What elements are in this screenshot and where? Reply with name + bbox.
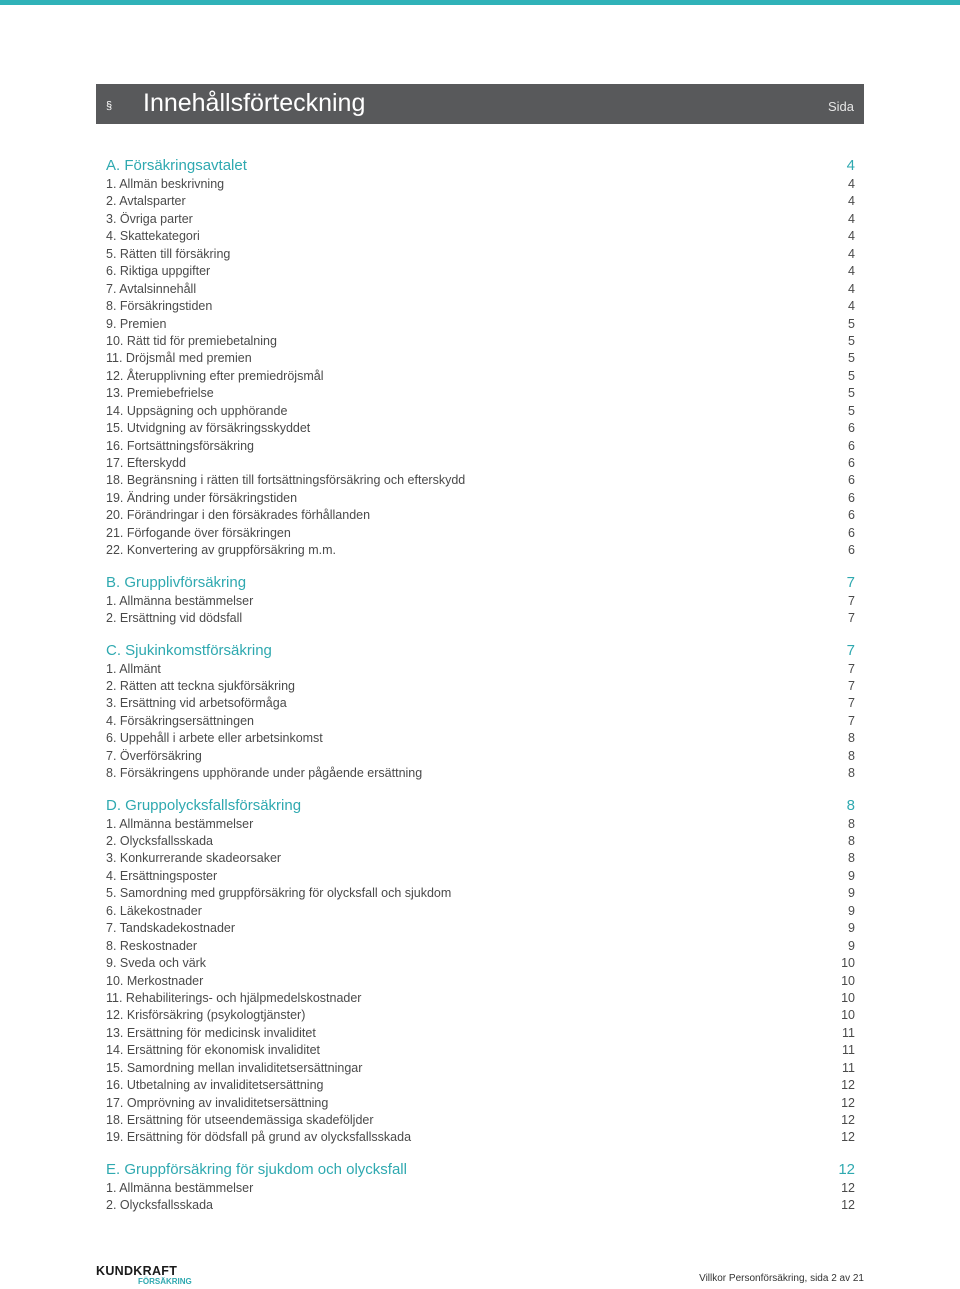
entry-label: 12. Återupplivning efter premiedröjsmål <box>106 368 324 383</box>
entry-page-number: 12 <box>841 1180 855 1195</box>
entry-page-number: 4 <box>848 177 855 191</box>
entry-page-number: 7 <box>848 661 855 676</box>
entry-page-number: 4 <box>848 211 855 226</box>
entry-page-number: 10 <box>841 990 855 1005</box>
section-page-number: 7 <box>846 641 855 659</box>
entry-label: 7. Överförsäkring <box>106 748 202 763</box>
toc-entry[interactable] <box>106 1025 855 1042</box>
toc-entry[interactable] <box>106 438 855 455</box>
toc-entry[interactable] <box>106 246 855 263</box>
entry-page-number: 9 <box>848 886 855 901</box>
entry-label: 6. Riktiga uppgifter <box>106 264 211 279</box>
kundkraft-logo <box>96 1265 192 1287</box>
entry-page-number: 12 <box>841 1130 855 1145</box>
entry-page-number: 4 <box>848 229 855 244</box>
entry-label: 14. Ersättning för ekonomisk invaliditet <box>106 1043 320 1058</box>
entry-label: 1. Allmänt <box>106 661 161 676</box>
section-heading[interactable] <box>106 1160 855 1179</box>
toc-entry[interactable] <box>106 1095 855 1112</box>
toc-entry[interactable] <box>106 1077 855 1094</box>
entry-page-number: 8 <box>848 748 855 763</box>
entry-page-number: 7 <box>848 696 855 711</box>
entry-page-number: 7 <box>848 611 855 626</box>
section-title: D. Gruppolycksfallsförsäkring <box>106 796 302 814</box>
entry-label: 22. Konvertering av gruppförsäkring m.m. <box>106 543 336 558</box>
entry-label: 17. Efterskydd <box>106 456 186 470</box>
entry-page-number: 6 <box>848 438 855 453</box>
page-title: Innehållsförteckning <box>143 89 366 117</box>
toc-entry[interactable] <box>106 316 855 333</box>
entry-page-number: 7 <box>848 713 855 728</box>
entry-page-number: 6 <box>848 508 855 523</box>
entry-label: 2. Rätten att teckna sjukförsäkring <box>106 678 295 693</box>
section-heading[interactable] <box>106 641 855 660</box>
table-of-contents <box>106 156 855 1228</box>
toc-entry[interactable] <box>106 610 855 627</box>
entry-page-number: 8 <box>848 834 855 848</box>
entry-page-number: 6 <box>848 525 855 540</box>
entry-page-number: 4 <box>848 264 855 279</box>
entry-label: 8. Reskostnader <box>106 938 198 953</box>
entry-label: 1. Allmänna bestämmelser <box>106 816 254 831</box>
top-accent-bar <box>0 0 960 5</box>
toc-entry[interactable] <box>106 713 855 730</box>
entry-page-number: 8 <box>848 851 855 866</box>
toc-entry[interactable] <box>106 661 855 678</box>
toc-entry[interactable] <box>106 455 855 472</box>
entry-page-number: 6 <box>848 490 855 505</box>
entry-label: 4. Ersättningsposter <box>106 868 218 883</box>
entry-label: 3. Ersättning vid arbetsoförmåga <box>106 696 287 711</box>
entry-label: 18. Begränsning i rätten till fortsättningsförsäkring och efterskydd <box>106 473 466 488</box>
entry-label: 17. Omprövning av invaliditetsersättning <box>106 1095 329 1110</box>
toc-section <box>106 156 855 560</box>
entry-label: 16. Fortsättningsförsäkring <box>106 438 254 453</box>
section-page-number: 4 <box>846 157 855 174</box>
toc-entry[interactable] <box>106 211 855 228</box>
entry-label: 5. Rätten till försäkring <box>106 246 231 261</box>
entry-page-number: 6 <box>848 473 855 488</box>
entry-page-number: 12 <box>841 1113 855 1127</box>
toc-entry[interactable] <box>106 973 855 990</box>
entry-label: 7. Avtalsinnehåll <box>106 281 197 296</box>
section-page-number: 12 <box>838 1160 855 1178</box>
toc-entry[interactable] <box>106 765 855 782</box>
logo-wordmark: KUNDKRAFT <box>96 1264 178 1278</box>
entry-page-number: 6 <box>848 456 855 470</box>
entry-page-number: 4 <box>848 299 855 314</box>
entry-page-number: 7 <box>848 593 855 608</box>
toc-entry[interactable] <box>106 193 855 210</box>
toc-entry[interactable] <box>106 1180 855 1197</box>
entry-label: 3. Konkurrerande skadeorsaker <box>106 851 282 866</box>
entry-label: 16. Utbetalning av invaliditetsersättning <box>106 1078 324 1093</box>
toc-entry[interactable] <box>106 868 855 885</box>
toc-entry[interactable] <box>106 176 855 193</box>
toc-entry[interactable] <box>106 542 855 559</box>
toc-entry[interactable] <box>106 350 855 367</box>
entry-label: 13. Ersättning för medicinsk invaliditet <box>106 1025 316 1040</box>
entry-page-number: 9 <box>848 868 855 883</box>
entry-page-number: 10 <box>841 973 855 988</box>
entry-label: 10. Rätt tid för premiebetalning <box>106 333 277 348</box>
entry-label: 1. Allmänna bestämmelser <box>106 1180 254 1195</box>
entry-label: 19. Ändring under försäkringstiden <box>106 490 298 505</box>
toc-entry[interactable] <box>106 816 855 833</box>
toc-entry[interactable] <box>106 695 855 712</box>
entry-label: 4. Skattekategori <box>106 229 200 244</box>
toc-entry[interactable] <box>106 472 855 489</box>
section-heading[interactable] <box>106 156 855 175</box>
entry-page-number: 5 <box>848 368 855 383</box>
entry-label: 21. Förfogande över försäkringen <box>106 525 291 540</box>
toc-entry[interactable] <box>106 920 855 937</box>
entry-label: 9. Premien <box>106 316 167 331</box>
toc-entry[interactable] <box>106 281 855 298</box>
page-column-label: Sida <box>827 99 854 114</box>
entry-label: 1. Allmän beskrivning <box>106 177 225 191</box>
entry-label: 20. Förändringar i den försäkrades förhållanden <box>106 508 371 523</box>
entry-page-number: 4 <box>848 281 855 296</box>
toc-entry[interactable] <box>106 228 855 245</box>
entry-page-number: 9 <box>848 921 855 936</box>
entry-label: 12. Krisförsäkring (psykologtjänster) <box>106 1008 306 1023</box>
toc-entry[interactable] <box>106 1042 855 1059</box>
section-title: B. Grupplivförsäkring <box>106 573 247 591</box>
toc-entry[interactable] <box>106 368 855 385</box>
toc-entry[interactable] <box>106 955 855 972</box>
entry-label: 6. Läkekostnader <box>106 903 202 918</box>
toc-entry[interactable] <box>106 507 855 524</box>
entry-page-number: 9 <box>848 938 855 953</box>
section-page-number: 8 <box>846 796 855 814</box>
section-symbol: § <box>106 100 113 112</box>
toc-entry[interactable] <box>106 490 855 507</box>
section-title: E. Gruppförsäkring för sjukdom och olycksfall <box>106 1160 407 1178</box>
toc-entry[interactable] <box>106 990 855 1007</box>
entry-page-number: 8 <box>848 816 855 831</box>
toc-header-bar <box>96 84 864 124</box>
entry-page-number: 7 <box>848 678 855 693</box>
entry-label: 6. Uppehåll i arbete eller arbetsinkomst <box>106 731 323 746</box>
toc-entry[interactable] <box>106 938 855 955</box>
toc-entry[interactable] <box>106 403 855 420</box>
toc-entry[interactable] <box>106 903 855 920</box>
section-title: C. Sjukinkomstförsäkring <box>106 641 272 659</box>
entry-page-number: 6 <box>848 421 855 436</box>
entry-page-number: 9 <box>848 903 855 918</box>
entry-page-number: 5 <box>848 333 855 348</box>
entry-label: 18. Ersättning för utseendemässiga skadeföljder <box>106 1113 374 1127</box>
section-heading[interactable] <box>106 796 855 815</box>
entry-label: 3. Övriga parter <box>106 211 193 226</box>
entry-page-number: 5 <box>848 316 855 331</box>
toc-section <box>106 573 855 628</box>
toc-entry[interactable] <box>106 730 855 747</box>
entry-label: 9. Sveda och värk <box>106 956 207 971</box>
entry-label: 8. Försäkringstiden <box>106 299 213 314</box>
toc-entry[interactable] <box>106 1129 855 1146</box>
entry-label: 4. Försäkringsersättningen <box>106 713 254 728</box>
section-page-number: 7 <box>846 573 855 591</box>
toc-section <box>106 1160 855 1215</box>
toc-entry[interactable] <box>106 748 855 765</box>
toc-entry[interactable] <box>106 678 855 695</box>
entry-page-number: 10 <box>841 956 855 971</box>
entry-label: 10. Merkostnader <box>106 973 204 988</box>
toc-entry[interactable] <box>106 885 855 902</box>
entry-label: 5. Samordning med gruppförsäkring för olycksfall och sjukdom <box>106 886 452 901</box>
entry-label: 7. Tandskadekostnader <box>106 921 236 936</box>
toc-entry[interactable] <box>106 298 855 315</box>
entry-page-number: 11 <box>842 1060 855 1075</box>
entry-page-number: 5 <box>848 351 855 366</box>
toc-entry[interactable] <box>106 833 855 850</box>
page-footer: Villkor Personförsäkring, sida 2 av 21 <box>699 1273 864 1284</box>
entry-page-number: 11 <box>842 1025 855 1040</box>
entry-label: 2. Olycksfallsskada <box>106 1198 213 1213</box>
section-heading[interactable] <box>106 573 855 592</box>
toc-entry[interactable] <box>106 525 855 542</box>
entry-page-number: 12 <box>841 1095 855 1110</box>
toc-entry[interactable] <box>106 420 855 437</box>
toc-entry[interactable] <box>106 1060 855 1077</box>
toc-entry[interactable] <box>106 1197 855 1214</box>
toc-entry[interactable] <box>106 850 855 867</box>
entry-label: 11. Dröjsmål med premien <box>106 351 252 366</box>
entry-label: 15. Samordning mellan invaliditetsersättningar <box>106 1060 363 1075</box>
entry-label: 8. Försäkringens upphörande under pågående ersättning <box>106 766 423 781</box>
entry-page-number: 4 <box>848 194 855 209</box>
toc-section <box>106 796 855 1147</box>
entry-page-number: 5 <box>848 386 855 401</box>
entry-page-number: 8 <box>848 731 855 746</box>
toc-entry[interactable] <box>106 385 855 402</box>
entry-label: 1. Allmänna bestämmelser <box>106 593 254 608</box>
entry-page-number: 12 <box>841 1198 855 1213</box>
toc-entry[interactable] <box>106 593 855 610</box>
entry-label: 13. Premiebefrielse <box>106 386 214 401</box>
entry-page-number: 8 <box>848 766 855 781</box>
toc-entry[interactable] <box>106 1007 855 1024</box>
toc-entry[interactable] <box>106 333 855 350</box>
entry-page-number: 6 <box>848 543 855 558</box>
entry-label: 11. Rehabiliterings- och hjälpmedelskostnader <box>106 990 362 1005</box>
toc-entry[interactable] <box>106 263 855 280</box>
entry-page-number: 5 <box>848 403 855 418</box>
entry-label: 19. Ersättning för dödsfall på grund av olycksfallsskada <box>106 1130 412 1145</box>
logo-subtitle: FÖRSÄKRING <box>138 1277 192 1286</box>
entry-page-number: 11 <box>842 1043 855 1058</box>
entry-page-number: 10 <box>841 1008 855 1023</box>
entry-label: 15. Utvidgning av försäkringsskyddet <box>106 421 311 436</box>
entry-page-number: 12 <box>841 1078 855 1093</box>
entry-page-number: 4 <box>848 246 855 261</box>
section-title: A. Försäkringsavtalet <box>106 157 247 174</box>
toc-section <box>106 641 855 783</box>
entry-label: 2. Avtalsparter <box>106 194 186 209</box>
entry-label: 14. Uppsägning och upphörande <box>106 403 288 418</box>
entry-label: 2. Olycksfallsskada <box>106 834 213 848</box>
entry-label: 2. Ersättning vid dödsfall <box>106 611 243 626</box>
toc-entry[interactable] <box>106 1112 855 1129</box>
